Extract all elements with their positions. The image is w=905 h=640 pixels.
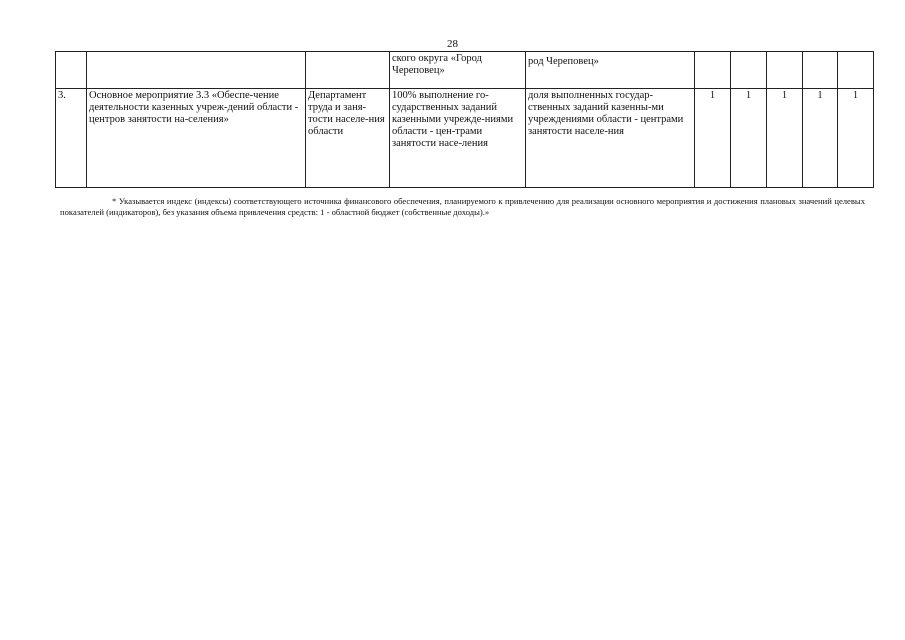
row-source-3: 1 [767, 89, 803, 188]
cell-source-5 [838, 52, 874, 89]
row-source-4: 1 [803, 89, 838, 188]
cell-source-4 [803, 52, 838, 89]
cell-measure [87, 52, 306, 89]
cell-indicator-text: род Череповец» [528, 56, 599, 67]
cell-number [56, 52, 87, 89]
row-result: 100% выполнение го-сударственных заданий казенными учрежде-ниями области - цен-трами занятости насе-ления [390, 89, 526, 188]
cell-source-2 [731, 52, 767, 89]
row-indicator: доля выполненных государ-ственных заданий казенны-ми учреждениями области - центрами занятости населе-ния [526, 89, 695, 188]
row-source-1: 1 [695, 89, 731, 188]
continuation-row [56, 52, 874, 89]
footnote: * Указывается индекс (индексы) соответствующего источника финансового обеспечения, планируемого к привлечению для реализации основного мероприятия и достижения плановых значений целевых показателей (индикаторов), без указания объема привлечения средств: 1 - областной бюджет (собственные доходы).» [60, 196, 865, 217]
cell-executor [306, 52, 390, 89]
cell-indicator [526, 52, 695, 89]
row-source-2: 1 [731, 89, 767, 188]
row-measure: Основное мероприятие 3.3 «Обеспе-чение деятельности казенных учреж-дений области - центров занятости на-селения» [87, 89, 306, 188]
cell-result: ского округа «Город Череповец» [390, 52, 526, 89]
measures-table [55, 51, 874, 188]
row-source-5: 1 [838, 89, 874, 188]
cell-source-3 [767, 52, 803, 89]
table-row [56, 89, 874, 188]
page-number: 28 [447, 38, 458, 50]
cell-source-1 [695, 52, 731, 89]
row-number: 3. [56, 89, 87, 188]
row-executor: Департамент труда и заня-тости населе-ния области [306, 89, 390, 188]
